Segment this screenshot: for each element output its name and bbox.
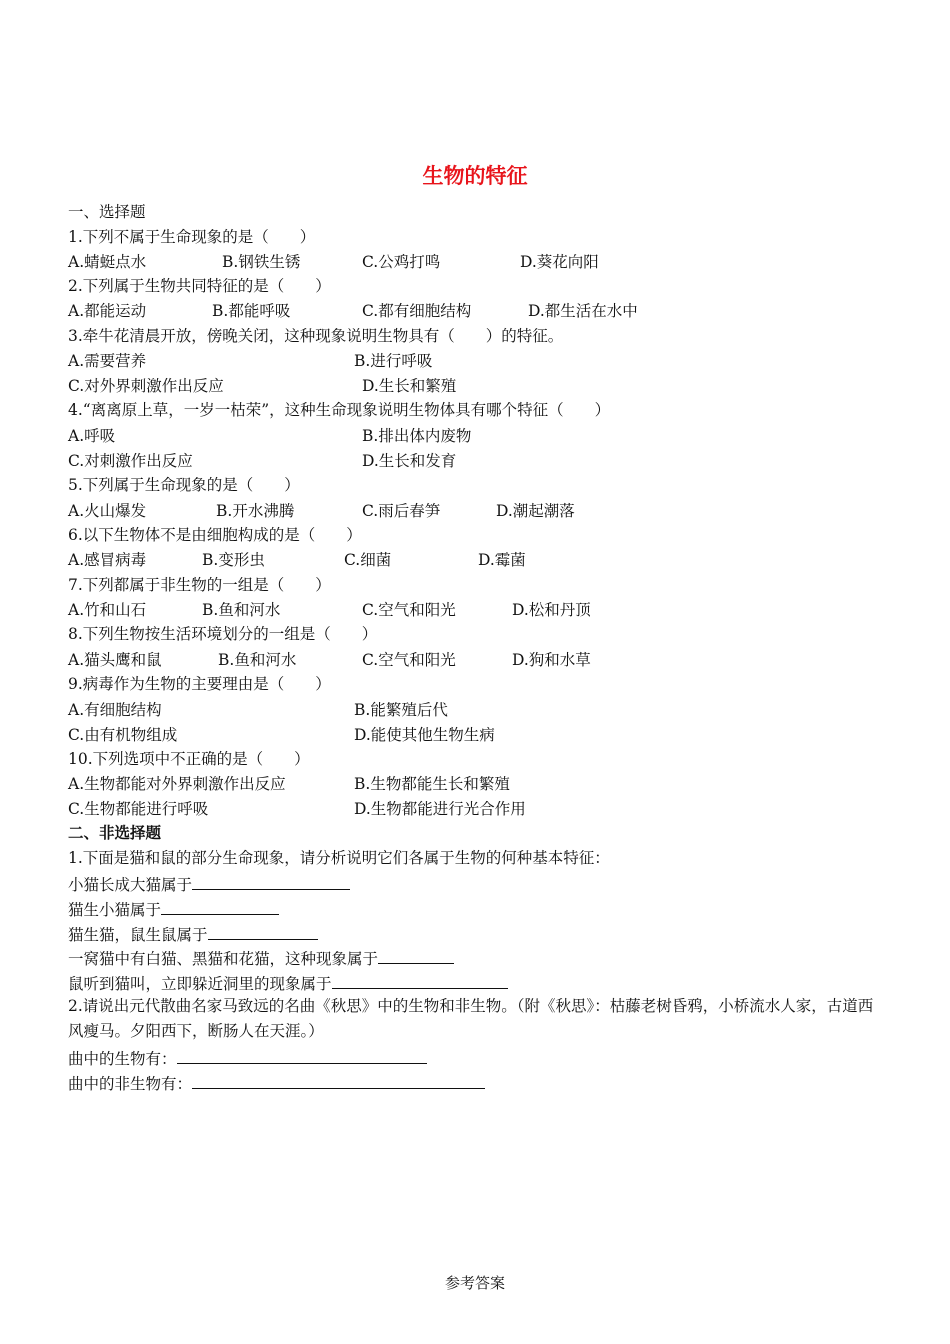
option-c: C.由有机物组成: [68, 726, 178, 744]
option-c: C.公鸡打鸣: [362, 253, 441, 271]
option-c: C.细菌: [344, 551, 392, 569]
fill-in-label: 曲中的生物有：: [68, 1050, 177, 1068]
fill-in-item: [68, 1047, 427, 1069]
fill-in-item: [68, 947, 454, 969]
option-b: B.生物都能生长和繁殖: [354, 775, 510, 793]
answer-blank[interactable]: [332, 972, 508, 989]
option-d: D.潮起潮落: [496, 502, 575, 520]
question-stem: 3.牵牛花清晨开放，傍晚关闭，这种现象说明生物具有（ ）的特征。: [68, 327, 564, 345]
fill-in-label: 鼠听到猫叫，立即躲近洞里的现象属于: [68, 975, 332, 993]
option-a: A.呼吸: [68, 427, 116, 445]
question-stem: 1.下列不属于生命现象的是（ ）: [68, 228, 316, 246]
answer-blank[interactable]: [177, 1047, 427, 1064]
question-stem: 1.下面是猫和鼠的部分生命现象，请分析说明它们各属于生物的何种基本特征：: [68, 849, 610, 867]
question-stem: 2.下列属于生物共同特征的是（ ）: [68, 277, 331, 295]
answer-blank[interactable]: [161, 898, 279, 915]
option-d: D.松和丹顶: [512, 601, 591, 619]
option-b: B.进行呼吸: [354, 352, 433, 370]
option-b: B.都能呼吸: [212, 302, 291, 320]
answer-blank[interactable]: [192, 1072, 485, 1089]
option-d: D.狗和水草: [512, 651, 591, 669]
answer-blank[interactable]: [208, 923, 318, 940]
fill-in-item: [68, 1072, 485, 1094]
option-c: C.空气和阳光: [362, 651, 456, 669]
option-b: B.变形虫: [202, 551, 265, 569]
fill-in-item: [68, 972, 508, 994]
fill-in-label: 猫生猫，鼠生鼠属于: [68, 926, 208, 944]
option-a: A.猫头鹰和鼠: [68, 651, 162, 669]
option-d: D.生物都能进行光合作用: [354, 800, 526, 818]
option-a: A.蜻蜓点水: [68, 253, 147, 271]
question-stem: 10.下列选项中不正确的是（ ）: [68, 750, 310, 768]
option-a: A.感冒病毒: [68, 551, 147, 569]
question-stem: 6.以下生物体不是由细胞构成的是（ ）: [68, 526, 362, 544]
option-c: C.对外界刺激作出反应: [68, 377, 224, 395]
answer-blank[interactable]: [192, 873, 350, 890]
option-a: A.需要营养: [68, 352, 147, 370]
fill-in-item: [68, 923, 318, 945]
fill-in-label: 一窝猫中有白猫、黑猫和花猫，这种现象属于: [68, 950, 379, 968]
option-d: D.都生活在水中: [528, 302, 638, 320]
option-c: C.空气和阳光: [362, 601, 456, 619]
option-b: B.钢铁生锈: [222, 253, 301, 271]
option-a: A.生物都能对外界刺激作出反应: [68, 775, 286, 793]
fill-in-label: 曲中的非生物有：: [68, 1075, 193, 1093]
question-stem: 7.下列都属于非生物的一组是（ ）: [68, 576, 331, 594]
question-stem: 4.“离离原上草，一岁一枯荣”，这种生命现象说明生物体具有哪个特征（ ）: [68, 401, 611, 419]
fill-in-item: [68, 898, 279, 920]
option-c: C.都有细胞结构: [362, 302, 472, 320]
answer-blank[interactable]: [378, 947, 454, 964]
fill-in-label: 小猫长成大猫属于: [68, 876, 193, 894]
option-c: C.生物都能进行呼吸: [68, 800, 209, 818]
option-b: B.能繁殖后代: [354, 701, 448, 719]
section-heading-nonchoice: 二、非选择题: [68, 824, 162, 842]
page-title: 生物的特征: [422, 164, 528, 188]
option-d: D.葵花向阳: [520, 253, 599, 271]
option-d: D.能使其他生物生病: [354, 726, 495, 744]
option-d: D.生长和繁殖: [362, 377, 457, 395]
question-stem: 2.请说出元代散曲名家马致远的名曲《秋思》中的生物和非生物。（附《秋思》：枯藤老树昏鸦，小桥流水人家，古道西风瘦马。夕阳西下，断肠人在天涯。）: [68, 997, 874, 1040]
question-stem: 9.病毒作为生物的主要理由是（ ）: [68, 675, 331, 693]
fill-in-item: [68, 873, 350, 895]
option-a: A.竹和山石: [68, 601, 147, 619]
option-b: B.开水沸腾: [216, 502, 295, 520]
option-a: A.都能运动: [68, 302, 147, 320]
section-heading-choice: 一、选择题: [68, 203, 146, 221]
option-a: A.有细胞结构: [68, 701, 162, 719]
question-stem: 5.下列属于生命现象的是（ ）: [68, 476, 300, 494]
option-b: B.排出体内废物: [362, 427, 472, 445]
option-c: C.雨后春笋: [362, 502, 441, 520]
option-a: A.火山爆发: [68, 502, 147, 520]
question-stem: 8.下列生物按生活环境划分的一组是（ ）: [68, 625, 378, 643]
option-b: B.鱼和河水: [202, 601, 281, 619]
fill-in-label: 猫生小猫属于: [68, 901, 162, 919]
answer-key-heading: 参考答案: [444, 1274, 505, 1292]
option-b: B.鱼和河水: [218, 651, 297, 669]
option-d: D.霉菌: [478, 551, 526, 569]
option-c: C.对刺激作出反应: [68, 452, 193, 470]
option-d: D.生长和发育: [362, 452, 457, 470]
